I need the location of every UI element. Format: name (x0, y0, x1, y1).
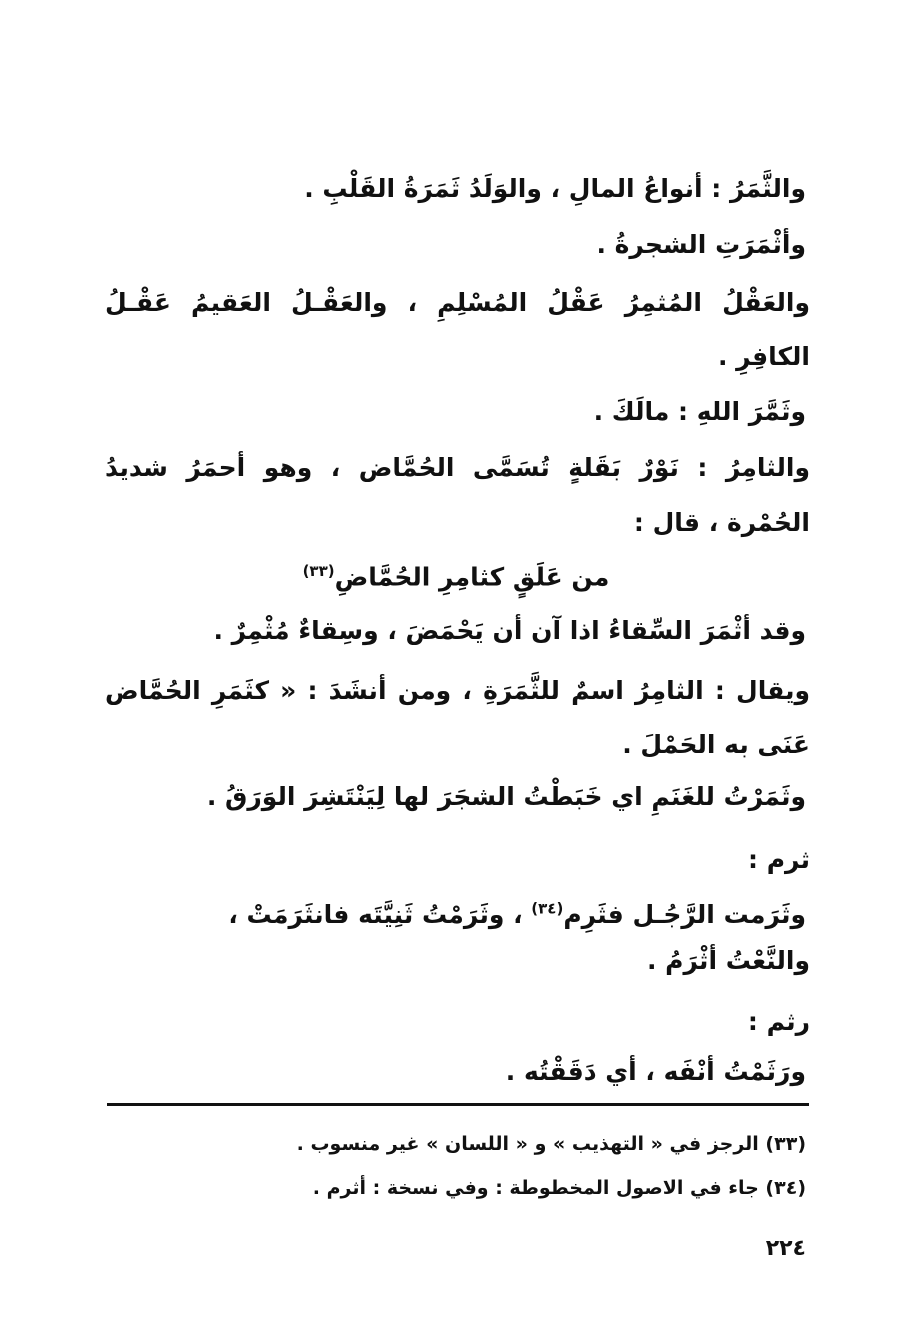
page-number: ٢٢٤ (765, 1236, 806, 1261)
verse-text: من عَلَقٍ كثامِرِ الحُمَّاضِ (334, 562, 610, 592)
text-line-1: والثَّمَرُ : أنواعُ المالِ ، والوَلَدُ ثَمَرَةُ القَلْبِ . (304, 174, 806, 203)
text-line-14 (106, 892, 806, 932)
footnote-ref-34: (٣٤) (531, 900, 564, 918)
text-line-17: ورَثَمْتُ أنْفَه ، أي دَقَقْتُه . (505, 1057, 806, 1086)
footnote-34: (٣٤) جاء في الاصول المخطوطة : وفي نسخة : أثرم . (312, 1177, 806, 1199)
entry-heading-rthm: رثم : (747, 1007, 810, 1036)
text-line-3: والعَقْلُ المُثمِرُ عَقْلُ المُسْلِمِ ، والعَقْـلُ العَقيمُ عَقْـلُ (105, 288, 810, 317)
text-line-14-content: وثَرَمت الرَّجُـل فثَرِم$^{(٣٤)}$ ، وثَرَمْتُ ثَنِيَّتَه فانثَرَمَتْ ، (228, 900, 806, 930)
text-line-9: وقد أثْمَرَ السِّقاءُ اذا آن أن يَحْمَضَ ، وسِقاءٌ مُثْمِرٌ . (213, 616, 806, 645)
text-line-2: وأثْمَرَتِ الشجرةُ . (596, 230, 806, 259)
footnote-33: (٣٣) الرجز في « التهذيب » و « اللسان » غير منسوب . (296, 1133, 806, 1155)
entry-heading-thrm: ثرم : (748, 845, 810, 874)
text-line-5: وثَمَّرَ اللهِ : مالَكَ . (593, 397, 806, 426)
footnote-divider (107, 1103, 809, 1106)
text-line-12: وثَمَرْتُ للغَنَمِ اي خَبَطْتُ الشجَرَ لها لِيَنْتَشِرَ الوَرَقُ . (206, 782, 806, 811)
verse-line (106, 554, 806, 594)
text-line-15: والنَّعْتُ أثْرَمُ . (646, 946, 810, 975)
text-line-7: الحُمْرة ، قال : (633, 508, 810, 537)
text-line-11: عَنَى به الحَمْلَ . (622, 730, 810, 759)
text-line-4: الكافِرِ . (717, 342, 810, 371)
footnote-ref-33: (٣٣) (302, 562, 335, 580)
text-line-6: والثامِرُ : نَوْرٌ بَقَلةٍ تُسَمَّى الحُمَّاض ، وهو أحمَرُ شديدُ (105, 453, 810, 482)
text-line-10: ويقال : الثامِرُ اسمٌ للثَّمَرَةِ ، ومن أنشَدَ : « كثَمَرِ الحُمَّاض (105, 676, 810, 705)
